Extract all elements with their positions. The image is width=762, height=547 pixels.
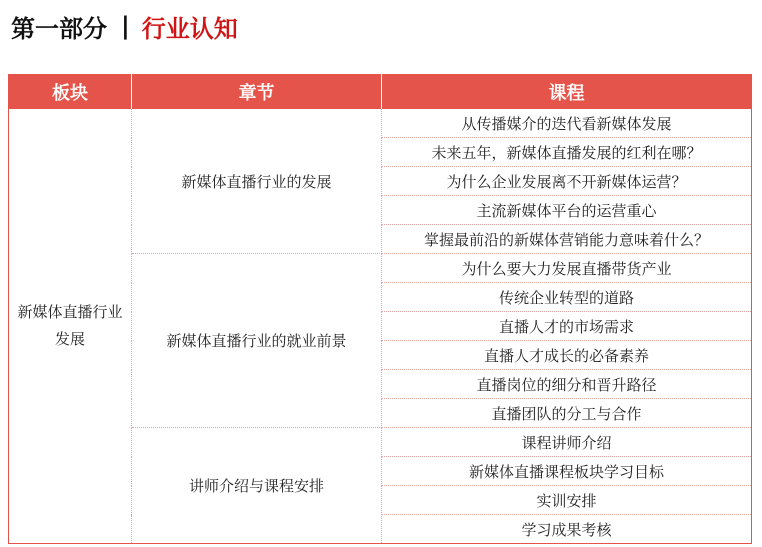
course-cell: 为什么要大力发展直播带货产业 xyxy=(382,254,752,283)
topic-title: 行业认知 xyxy=(141,14,238,43)
course-cell: 学习成果考核 xyxy=(521,520,612,539)
course-cell: 新媒体直播课程板块学习目标 xyxy=(382,457,752,486)
module-cell: 新媒体直播行业发展 xyxy=(9,109,132,544)
course-cell: 实训安排 xyxy=(382,486,752,515)
course-cell: 传统企业转型的道路 xyxy=(382,283,752,312)
course-cell: 未来五年，新媒体直播发展的红利在哪？ xyxy=(382,138,752,167)
course-cell: 直播团队的分工与合作 xyxy=(382,399,752,428)
course-cell: 直播人才成长的必备素养 xyxy=(382,341,752,370)
course-cell: 掌握最前沿的新媒体营销能力意味着什么？ xyxy=(382,225,752,254)
section-heading xyxy=(11,6,238,46)
course-cell: 直播人才的市场需求 xyxy=(382,312,752,341)
table-row xyxy=(9,109,752,138)
chapter-cell: 新媒体直播行业的发展 xyxy=(132,109,382,254)
course-cell: 为什么企业发展离不开新媒体运营？ xyxy=(382,167,752,196)
course-cell: 直播岗位的细分和晋升路径 xyxy=(382,370,752,399)
table-header-row xyxy=(9,75,752,110)
heading-separator: | xyxy=(121,12,130,40)
column-header-chapter: 章节 xyxy=(132,75,382,110)
column-header-module: 板块 xyxy=(9,75,132,110)
curriculum-table xyxy=(8,74,752,544)
course-cell: 主流新媒体平台的运营重心 xyxy=(382,196,752,225)
course-cell: 课程讲师介绍 xyxy=(382,428,752,457)
column-header-course: 课程 xyxy=(382,75,752,110)
part-label: 第一部分 xyxy=(11,14,107,43)
course-cell: 从传播媒介的迭代看新媒体发展 xyxy=(382,109,752,138)
chapter-cell: 讲师介绍与课程安排 xyxy=(132,428,382,544)
chapter-cell: 新媒体直播行业的就业前景 xyxy=(132,254,382,428)
